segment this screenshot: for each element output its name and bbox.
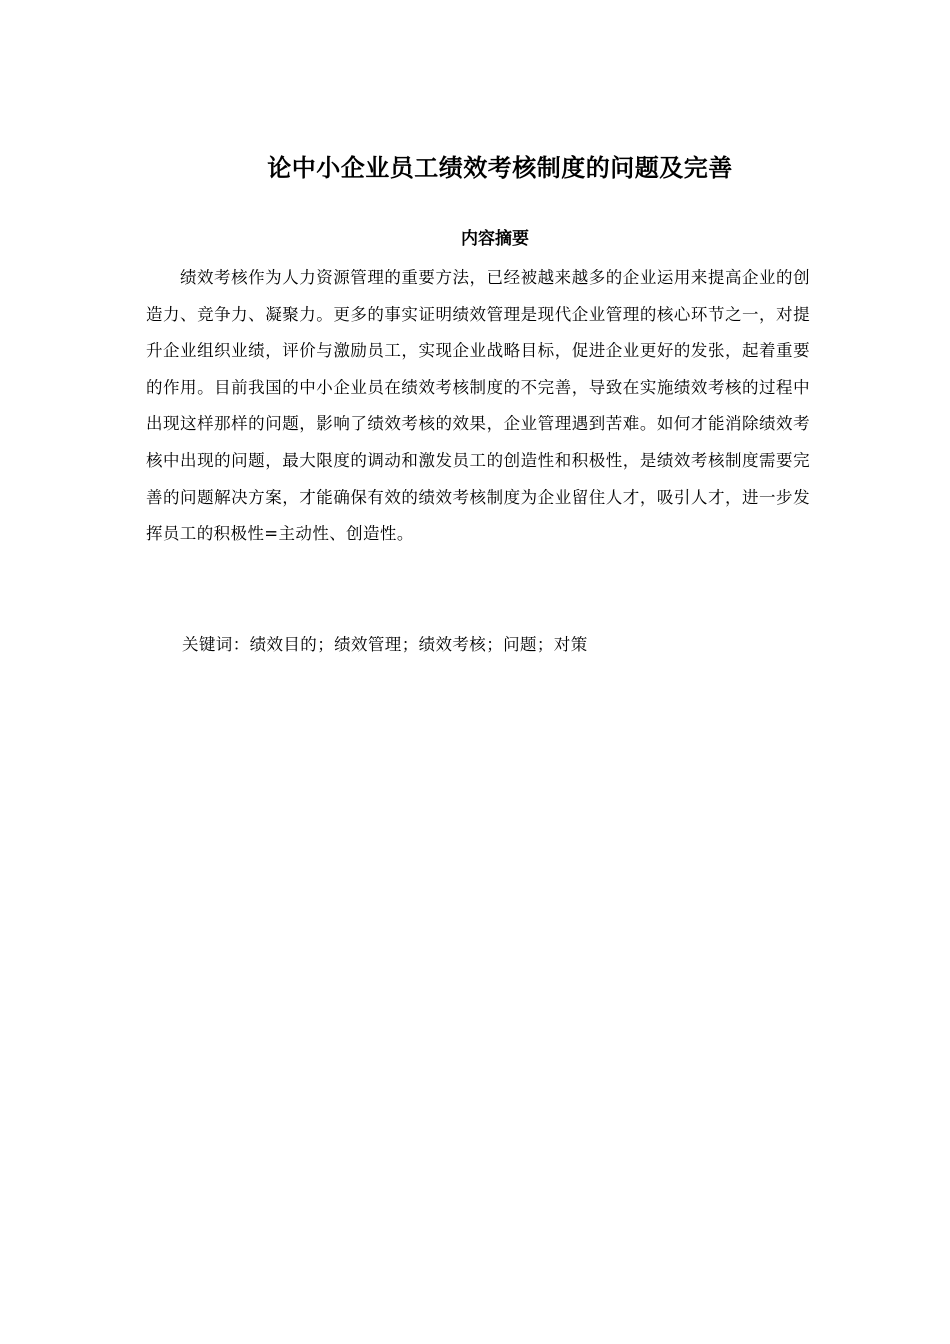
abstract-heading: 内容摘要 xyxy=(461,229,529,249)
abstract-body: 绩效考核作为人力资源管理的重要方法，已经被越来越多的企业运用来提高企业的创造力、竞争力、凝聚力。更多的事实证明绩效管理是现代企业管理的核心环节之一，对提升企业组织业绩，评价与激励员工，实现企业战略目标，促进企业更好的发张，起着重要的作用。目前我国的中小企业员在绩效考核制度的不完善，导致在实施绩效考核的过程中出现这样那样的问题，影响了绩效考核的效果，企业管理遇到苦难。如何才能消除绩效考核中出现的问题，最大限度的调动和激发员工的创造性和积极性，是绩效考核制度需要完善的问题解决方案，才能确保有效的绩效考核制度为企业留住人才，吸引人才，进一步发挥员工的积极性=主动性、创造性。 xyxy=(146,268,810,544)
document-title: 论中小企业员工绩效考核制度的问题及完善 xyxy=(267,154,733,182)
keywords-line xyxy=(182,631,588,659)
keywords-label: 关键词： xyxy=(182,635,250,654)
keywords-text: 绩效目的；绩效管理；绩效考核；问题；对策 xyxy=(249,635,588,654)
